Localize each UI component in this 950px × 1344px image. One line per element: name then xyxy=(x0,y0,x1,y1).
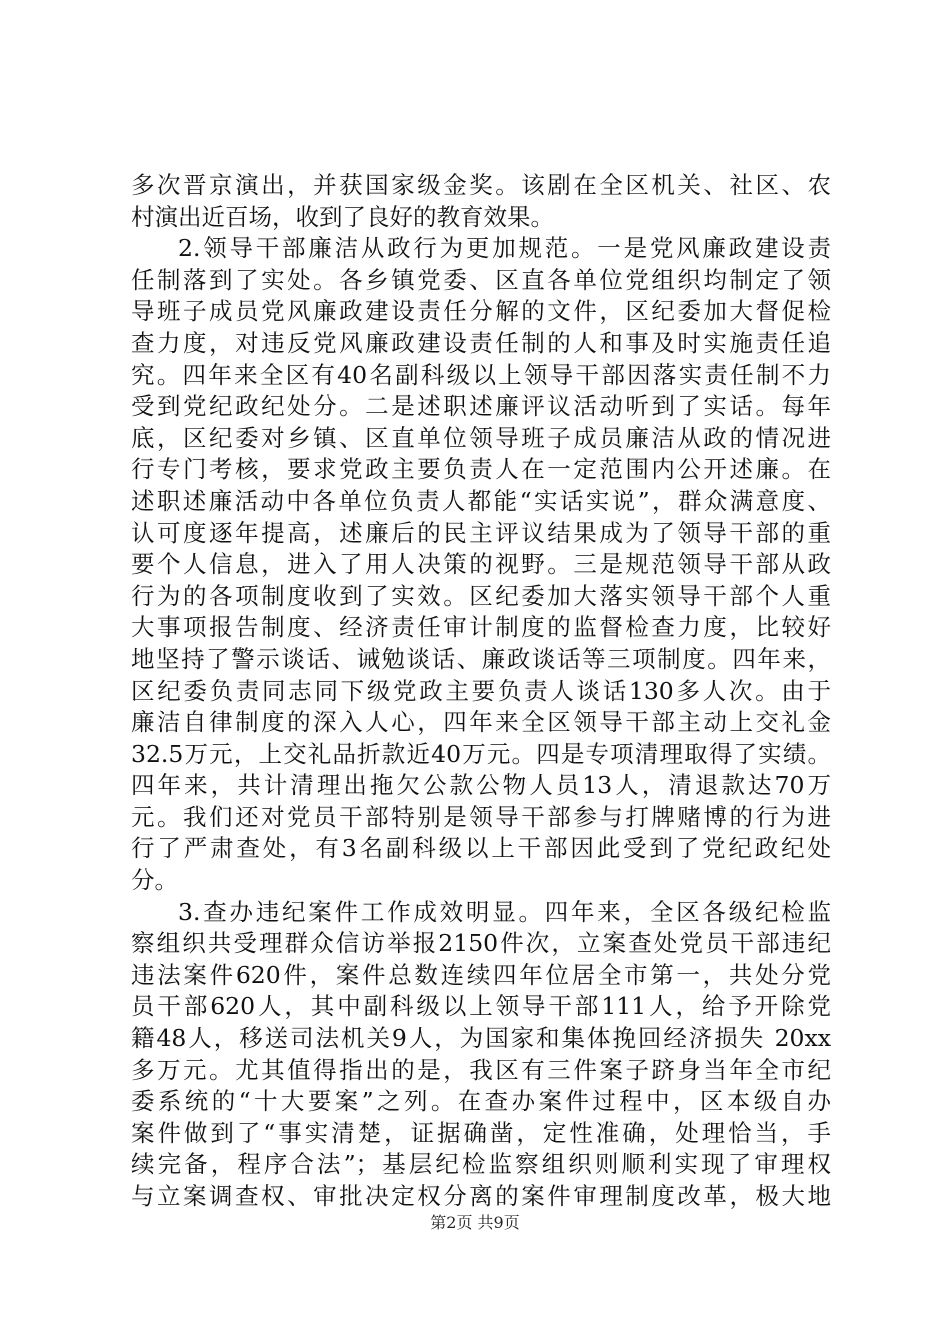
text-line: 多万元。尤其值得指出的是，我区有三件案子跻身当年全市纪 xyxy=(131,1055,831,1084)
text-line: 任制落到了实处。各乡镇党委、区直各单位党组织均制定了领 xyxy=(131,265,831,294)
text-line: 底，区纪委对乡镇、区直单位领导班子成员廉洁从政的情况进 xyxy=(131,423,831,452)
text-line: 籍48人，移送司法机关9人，为国家和集体挽回经济损失 20xx xyxy=(131,1024,831,1053)
text-line: 村演出近百场，收到了良好的教育效果。 xyxy=(131,202,554,231)
text-line: 认可度逐年提高，述廉后的民主评议结果成为了领导干部的重 xyxy=(131,518,831,547)
text-line: 元。我们还对党员干部特别是领导干部参与打牌赌博的行为进 xyxy=(131,802,831,831)
text-line: 地坚持了警示谈话、诫勉谈话、廉政谈话等三项制度。四年来， xyxy=(131,644,831,673)
text-line: 查力度，对违反党风廉政建设责任制的人和事及时实施责任追 xyxy=(131,328,831,357)
text-line: 导班子成员党风廉政建设责任分解的文件，区纪委加大督促检 xyxy=(131,297,831,326)
text-line: 行了严肃查处，有3名副科级以上干部因此受到了党纪政纪处 xyxy=(131,834,831,863)
text-line: 违法案件620件，案件总数连续四年位居全市第一，共处分党 xyxy=(131,960,831,989)
text-line: 行专门考核，要求党政主要负责人在一定范围内公开述廉。在 xyxy=(131,455,831,484)
text-line: 多次晋京演出，并获国家级金奖。该剧在全区机关、社区、农 xyxy=(131,171,831,199)
text-line: 要个人信息，进入了用人决策的视野。三是规范领导干部从政 xyxy=(131,550,831,579)
text-line: 与立案调查权、审批决定权分离的案件审理制度改革，极大地 xyxy=(131,1182,831,1210)
text-line: 分。 xyxy=(131,866,178,895)
text-line: 大事项报告制度、经济责任审计制度的监督检查力度，比较好 xyxy=(131,613,831,642)
text-line: 受到党纪政纪处分。二是述职述廉评议活动听到了实话。每年 xyxy=(131,392,831,421)
text-line: 察组织共受理群众信访举报2150件次，立案查处党员干部违纪 xyxy=(131,929,831,958)
page-footer: 第2页 共9页 xyxy=(430,1213,520,1232)
text-line: 3.查办违纪案件工作成效明显。四年来，全区各级纪检监 xyxy=(178,897,831,926)
text-line: 区纪委负责同志同下级党政主要负责人谈话130多人次。由于 xyxy=(131,676,831,705)
text-line: 委系统的“十大要案”之列。在查办案件过程中，区本级自办 xyxy=(131,1087,831,1116)
text-line: 员干部620人，其中副科级以上领导干部111人，给予开除党 xyxy=(131,992,831,1021)
text-line: 四年来，共计清理出拖欠公款公物人员13人，清退款达70万 xyxy=(131,771,831,800)
text-line: 行为的各项制度收到了实效。区纪委加大落实领导干部个人重 xyxy=(131,581,831,610)
text-line: 续完备，程序合法”；基层纪检监察组织则顺利实现了审理权 xyxy=(131,1150,831,1179)
text-line: 32.5万元，上交礼品折款近40万元。四是专项清理取得了实绩。 xyxy=(131,739,831,768)
text-line: 述职述廉活动中各单位负责人都能“实话实说”，群众满意度、 xyxy=(131,486,831,515)
text-line: 究。四年来全区有40名副科级以上领导干部因落实责任制不力 xyxy=(131,360,831,389)
text-line: 2.领导干部廉洁从政行为更加规范。一是党风廉政建设责 xyxy=(178,234,831,263)
text-line: 案件做到了“事实清楚，证据确凿，定性准确，处理恰当，手 xyxy=(131,1118,831,1147)
document-body xyxy=(131,170,831,1213)
text-line: 廉洁自律制度的深入人心，四年来全区领导干部主动上交礼金 xyxy=(131,708,831,737)
